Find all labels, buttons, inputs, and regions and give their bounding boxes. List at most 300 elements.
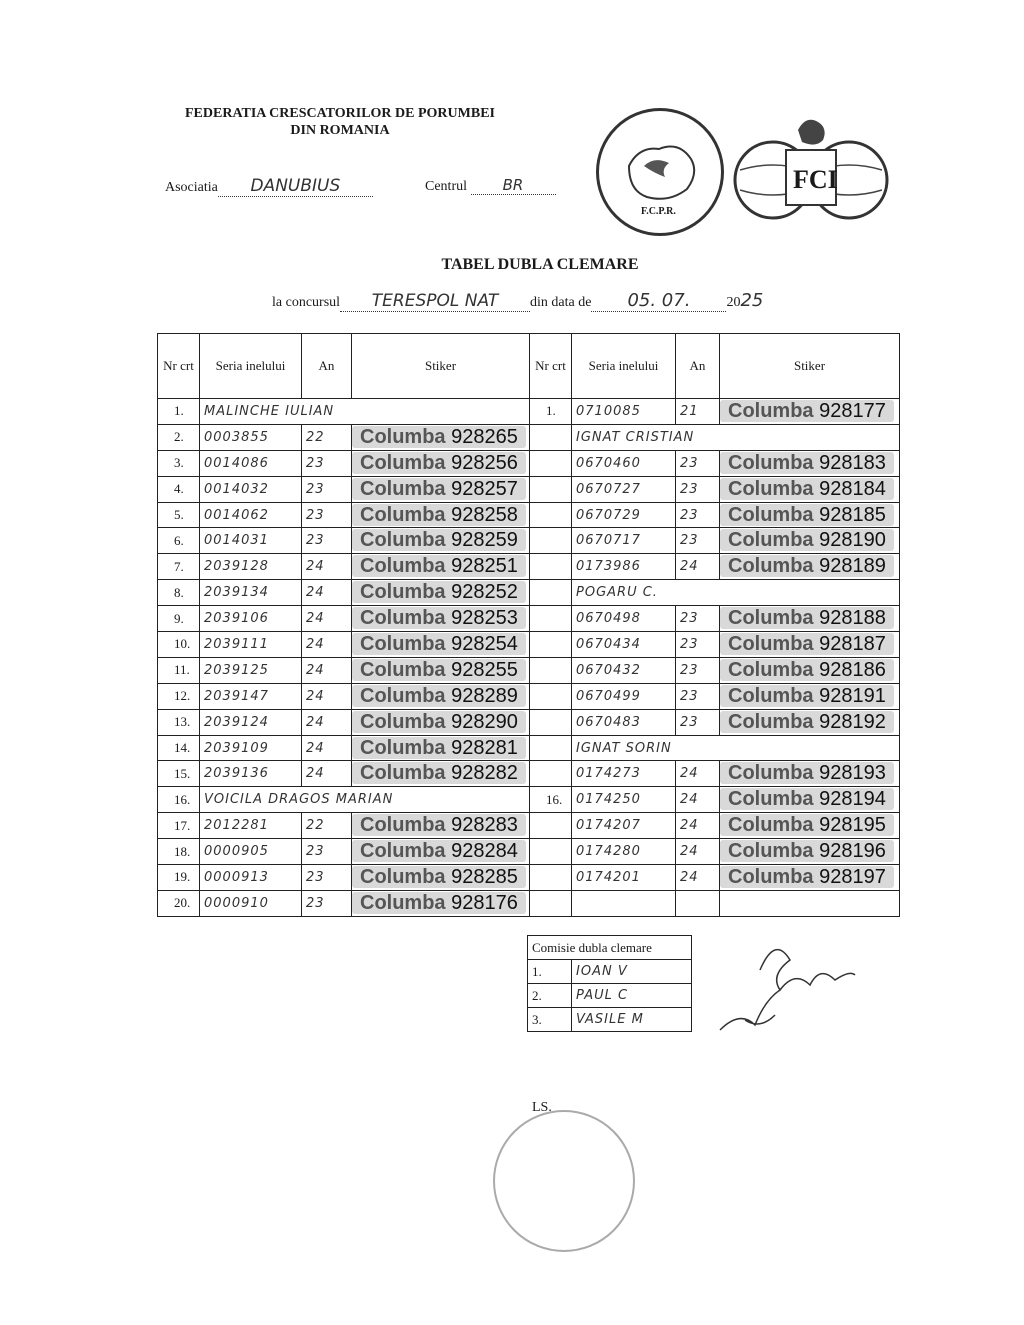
- sticker-brand: Columba: [360, 555, 446, 578]
- sticker-cell: [720, 554, 900, 580]
- sticker-cell: [352, 450, 530, 476]
- sticker-number: 928254: [451, 633, 518, 656]
- table-row: [158, 761, 900, 787]
- row-nr: 16.: [158, 787, 200, 813]
- row-nr: 8.: [158, 580, 200, 606]
- sticker-label: [352, 711, 526, 733]
- row-nr: [530, 813, 572, 839]
- row-nr: 20.: [158, 890, 200, 916]
- sticker-number: 928192: [819, 710, 886, 733]
- sticker-label: [352, 685, 526, 707]
- col-stiker-left: Stiker: [352, 334, 530, 399]
- ring-year: 24: [676, 865, 720, 891]
- sticker-cell: [352, 839, 530, 865]
- sticker-brand: Columba: [728, 633, 814, 656]
- commission-name: IOAN V: [572, 960, 692, 984]
- sticker-brand: Columba: [360, 658, 446, 681]
- col-seria-right: Seria inelului: [572, 334, 676, 399]
- sticker-cell: [720, 839, 900, 865]
- sticker-label: [720, 814, 894, 836]
- sticker-brand: Columba: [360, 425, 446, 448]
- row-nr: [530, 554, 572, 580]
- sticker-label: [352, 529, 526, 551]
- ring-year: 24: [676, 787, 720, 813]
- ring-year: 23: [676, 709, 720, 735]
- sticker-label: [720, 762, 894, 784]
- ring-series: 2039147: [200, 683, 302, 709]
- commission-name: VASILE M: [572, 1008, 692, 1032]
- table-row: [158, 476, 900, 502]
- row-nr: [530, 632, 572, 658]
- ring-series: 0014086: [200, 450, 302, 476]
- sticker-label: [352, 633, 526, 655]
- ring-series: 0670460: [572, 450, 676, 476]
- row-nr: 13.: [158, 709, 200, 735]
- ring-year: 22: [302, 424, 352, 450]
- row-nr: [530, 476, 572, 502]
- commission-name: PAUL C: [572, 984, 692, 1008]
- ring-year: 24: [302, 761, 352, 787]
- sticker-number: 928195: [819, 814, 886, 837]
- sticker-brand: Columba: [360, 503, 446, 526]
- ring-year: 23: [676, 476, 720, 502]
- row-nr: 10.: [158, 632, 200, 658]
- table-row: [158, 865, 900, 891]
- sticker-cell: [352, 657, 530, 683]
- table-row: [158, 528, 900, 554]
- ring-year: 23: [302, 528, 352, 554]
- sticker-number: 928191: [819, 684, 886, 707]
- sticker-number: 928282: [451, 762, 518, 785]
- sticker-label: [352, 737, 526, 759]
- sticker-cell: [352, 554, 530, 580]
- sticker-brand: Columba: [360, 529, 446, 552]
- sticker-brand: Columba: [728, 477, 814, 500]
- ring-series: 2039134: [200, 580, 302, 606]
- row-nr: [530, 528, 572, 554]
- fci-logo: [728, 110, 894, 220]
- table-title: TABEL DUBLA CLEMARE: [441, 256, 639, 273]
- row-nr: 17.: [158, 813, 200, 839]
- row-nr: [530, 890, 572, 916]
- sticker-cell: [720, 476, 900, 502]
- row-nr: [530, 865, 572, 891]
- ring-year: 24: [676, 761, 720, 787]
- ring-series: 0000910: [200, 890, 302, 916]
- owner-name: VOICILA DRAGOS MARIAN: [200, 787, 530, 813]
- sticker-label: [352, 814, 526, 836]
- ring-year: 23: [302, 476, 352, 502]
- sticker-cell: [352, 528, 530, 554]
- ring-series: 0174273: [572, 761, 676, 787]
- ring-series: 0670432: [572, 657, 676, 683]
- sticker-number: 928255: [451, 658, 518, 681]
- sticker-cell: [352, 683, 530, 709]
- sticker-brand: Columba: [360, 840, 446, 863]
- row-nr: 9.: [158, 606, 200, 632]
- sticker-label: [720, 866, 894, 888]
- sticker-number: 928284: [451, 840, 518, 863]
- sticker-number: 928290: [451, 710, 518, 733]
- col-stiker-right: Stiker: [720, 334, 900, 399]
- ring-series: 0014062: [200, 502, 302, 528]
- sticker-brand: Columba: [728, 555, 814, 578]
- ring-series: 0670499: [572, 683, 676, 709]
- row-nr: 14.: [158, 735, 200, 761]
- sticker-number: 928186: [819, 658, 886, 681]
- asociatia-value: DANUBIUS: [218, 176, 373, 197]
- table-row: [158, 787, 900, 813]
- sticker-label: [352, 555, 526, 577]
- ring-year: 23: [676, 683, 720, 709]
- row-nr: 18.: [158, 839, 200, 865]
- ring-year: 23: [302, 502, 352, 528]
- sticker-number: 928251: [451, 555, 518, 578]
- sticker-cell: [352, 606, 530, 632]
- sticker-brand: Columba: [360, 710, 446, 733]
- commission-nr: 1.: [528, 960, 572, 984]
- row-nr: 2.: [158, 424, 200, 450]
- owner-name: IGNAT CRISTIAN: [572, 424, 900, 450]
- sticker-brand: Columba: [360, 866, 446, 889]
- asociatia-row: [165, 176, 373, 197]
- federation-title: [150, 105, 530, 139]
- row-nr: [530, 761, 572, 787]
- commission-row: [528, 960, 692, 984]
- owner-name: MALINCHE IULIAN: [200, 399, 530, 425]
- sticker-cell: [720, 399, 900, 425]
- col-nr-right: Nr crt: [530, 334, 572, 399]
- commission-table: [527, 935, 692, 1032]
- ring-series: 0174280: [572, 839, 676, 865]
- sticker-label: [352, 892, 526, 914]
- row-nr: [530, 450, 572, 476]
- sticker-number: 928283: [451, 814, 518, 837]
- sticker-label: [720, 607, 894, 629]
- ring-series: 0174250: [572, 787, 676, 813]
- row-nr: 7.: [158, 554, 200, 580]
- row-nr: 11.: [158, 657, 200, 683]
- ring-year: 24: [302, 735, 352, 761]
- sticker-number: 928258: [451, 503, 518, 526]
- ring-year: 23: [676, 606, 720, 632]
- sticker-cell: [352, 424, 530, 450]
- row-nr: [530, 735, 572, 761]
- ring-series: 2039109: [200, 735, 302, 761]
- commission-title: Comisie dubla clemare: [528, 936, 692, 960]
- sticker-brand: Columba: [728, 607, 814, 630]
- table-row: [158, 606, 900, 632]
- table-row: [158, 399, 900, 425]
- sticker-number: 928281: [451, 736, 518, 759]
- sticker-label: [720, 452, 894, 474]
- date-value: 05. 07.: [591, 290, 726, 312]
- table-row: [158, 502, 900, 528]
- ring-year: 23: [676, 450, 720, 476]
- sticker-brand: Columba: [728, 814, 814, 837]
- contest-label: la concursul: [272, 295, 341, 310]
- row-nr: 1.: [158, 399, 200, 425]
- row-nr: 4.: [158, 476, 200, 502]
- sticker-number: 928256: [451, 451, 518, 474]
- col-nr-left: Nr crt: [158, 334, 200, 399]
- sticker-brand: Columba: [728, 451, 814, 474]
- row-nr: [530, 683, 572, 709]
- sticker-label: [720, 685, 894, 707]
- ring-year: [676, 890, 720, 916]
- sticker-cell: [720, 657, 900, 683]
- ring-series: 0670498: [572, 606, 676, 632]
- commission-nr: 3.: [528, 1008, 572, 1032]
- sticker-brand: Columba: [728, 840, 814, 863]
- sticker-number: 928177: [819, 400, 886, 422]
- ring-series: 0003855: [200, 424, 302, 450]
- table-row: [158, 709, 900, 735]
- sticker-label: [352, 478, 526, 500]
- sticker-label: [720, 555, 894, 577]
- sticker-label: [720, 504, 894, 526]
- sticker-number: 928259: [451, 529, 518, 552]
- sticker-brand: Columba: [360, 633, 446, 656]
- sticker-number: 928188: [819, 607, 886, 630]
- sticker-number: 928285: [451, 866, 518, 889]
- ring-year: 23: [302, 450, 352, 476]
- sticker-number: 928193: [819, 762, 886, 785]
- ring-year: 23: [302, 890, 352, 916]
- table-row: [158, 839, 900, 865]
- ring-series: 0014031: [200, 528, 302, 554]
- sticker-cell: [352, 761, 530, 787]
- ring-year: 23: [676, 528, 720, 554]
- sticker-cell: [352, 580, 530, 606]
- sticker-brand: Columba: [360, 814, 446, 837]
- sticker-cell: [352, 709, 530, 735]
- sticker-brand: Columba: [728, 684, 814, 707]
- sticker-brand: Columba: [728, 503, 814, 526]
- col-seria-left: Seria inelului: [200, 334, 302, 399]
- table-row: [158, 657, 900, 683]
- contest-row: [272, 290, 763, 312]
- ring-series: 2039124: [200, 709, 302, 735]
- ring-year: 24: [676, 813, 720, 839]
- sticker-brand: Columba: [360, 581, 446, 604]
- ring-series: 0173986: [572, 554, 676, 580]
- sticker-number: 928185: [819, 503, 886, 526]
- sticker-label: [720, 529, 894, 551]
- sticker-label: [352, 452, 526, 474]
- sticker-cell: [720, 632, 900, 658]
- ring-series: 2039106: [200, 606, 302, 632]
- col-an-right: An: [676, 334, 720, 399]
- table-row: [158, 554, 900, 580]
- sticker-cell: [720, 813, 900, 839]
- ring-year: 24: [302, 657, 352, 683]
- sticker-label: [352, 426, 526, 448]
- table-row: [158, 450, 900, 476]
- sticker-brand: Columba: [360, 762, 446, 785]
- ring-series: 2039111: [200, 632, 302, 658]
- commission-row: [528, 984, 692, 1008]
- ring-year: 24: [302, 683, 352, 709]
- sticker-cell: [720, 606, 900, 632]
- row-nr: [530, 580, 572, 606]
- sticker-label: [352, 504, 526, 526]
- ring-series: 0670434: [572, 632, 676, 658]
- sticker-cell: [720, 865, 900, 891]
- sticker-number: 928187: [819, 633, 886, 656]
- ring-series: 0014032: [200, 476, 302, 502]
- row-nr: 16.: [530, 787, 572, 813]
- sticker-cell: [352, 735, 530, 761]
- table-row: [158, 683, 900, 709]
- ring-series: 0670483: [572, 709, 676, 735]
- centrul-value: BR: [471, 176, 556, 195]
- ring-series: 0670729: [572, 502, 676, 528]
- ring-series: 0174201: [572, 865, 676, 891]
- owner-name: POGARU C.: [572, 580, 900, 606]
- ring-series: 0000913: [200, 865, 302, 891]
- sticker-cell: [720, 787, 900, 813]
- row-nr: 5.: [158, 502, 200, 528]
- sticker-cell: [352, 813, 530, 839]
- sticker-cell: [352, 890, 530, 916]
- sticker-label: [352, 607, 526, 629]
- sticker-brand: Columba: [728, 762, 814, 785]
- ring-series: 0710085: [572, 399, 676, 425]
- sticker-cell: [720, 502, 900, 528]
- sticker-number: 928252: [451, 581, 518, 604]
- fcpr-abbr: F.C.P.R.: [641, 206, 676, 217]
- sticker-cell: [720, 709, 900, 735]
- row-nr: [530, 709, 572, 735]
- table-row: [158, 632, 900, 658]
- ring-year: 24: [302, 709, 352, 735]
- year-prefix: 20: [726, 295, 741, 310]
- ring-year: 24: [676, 554, 720, 580]
- sticker-number: 928194: [819, 788, 886, 811]
- row-nr: [530, 424, 572, 450]
- ring-series: 2012281: [200, 813, 302, 839]
- federation-title-line1: FEDERATIA CRESCATORILOR DE PORUMBEI: [185, 106, 495, 121]
- ring-series: [572, 890, 676, 916]
- sticker-cell: [352, 502, 530, 528]
- sticker-label: [720, 400, 894, 422]
- sticker-label: [352, 659, 526, 681]
- row-nr: [530, 606, 572, 632]
- double-clock-table: [157, 333, 900, 917]
- signature-icon: [700, 930, 860, 1040]
- sticker-brand: Columba: [360, 451, 446, 474]
- sticker-brand: Columba: [360, 891, 446, 914]
- row-nr: 3.: [158, 450, 200, 476]
- sticker-label: [720, 659, 894, 681]
- ring-series: 0670717: [572, 528, 676, 554]
- sticker-label: [720, 633, 894, 655]
- sticker-brand: Columba: [728, 400, 814, 422]
- sticker-brand: Columba: [360, 607, 446, 630]
- ring-year: 23: [302, 839, 352, 865]
- commission-row: [528, 1008, 692, 1032]
- row-nr: 15.: [158, 761, 200, 787]
- sticker-number: 928190: [819, 529, 886, 552]
- ring-series: 2039136: [200, 761, 302, 787]
- row-nr: 6.: [158, 528, 200, 554]
- federation-title-line2: DIN ROMANIA: [290, 123, 390, 138]
- sticker-cell: [352, 632, 530, 658]
- ring-series: 0670727: [572, 476, 676, 502]
- contest-value: TERESPOL NAT: [340, 291, 530, 312]
- sticker-brand: Columba: [360, 736, 446, 759]
- sticker-label: [720, 840, 894, 862]
- table-header-row: [158, 334, 900, 399]
- sticker-cell: [720, 450, 900, 476]
- sticker-number: 928176: [451, 891, 518, 914]
- sticker-brand: Columba: [360, 684, 446, 707]
- table-row: [158, 735, 900, 761]
- sticker-brand: Columba: [728, 658, 814, 681]
- ring-year: 24: [302, 606, 352, 632]
- col-an-left: An: [302, 334, 352, 399]
- row-nr: [530, 502, 572, 528]
- ring-year: 23: [676, 657, 720, 683]
- sticker-label: [720, 478, 894, 500]
- commission-nr: 2.: [528, 984, 572, 1008]
- sticker-cell: [720, 761, 900, 787]
- sticker-label: [720, 711, 894, 733]
- sticker-brand: Columba: [728, 788, 814, 811]
- fci-text: FCI: [793, 165, 838, 194]
- ring-series: 0000905: [200, 839, 302, 865]
- row-nr: [530, 657, 572, 683]
- ring-year: 24: [302, 554, 352, 580]
- ring-year: 24: [676, 839, 720, 865]
- sticker-label: [352, 762, 526, 784]
- date-label: din data de: [530, 295, 592, 310]
- ring-series: 0174207: [572, 813, 676, 839]
- row-nr: 1.: [530, 399, 572, 425]
- sticker-number: 928183: [819, 451, 886, 474]
- sticker-number: 928265: [451, 425, 518, 448]
- ring-year: 23: [302, 865, 352, 891]
- ring-series: 2039125: [200, 657, 302, 683]
- sticker-brand: Columba: [360, 477, 446, 500]
- ring-year: 24: [302, 632, 352, 658]
- asociatia-label: Asociatia: [165, 180, 218, 195]
- table-row: [158, 813, 900, 839]
- sticker-label: [720, 788, 894, 810]
- sticker-label: [352, 866, 526, 888]
- ring-year: 23: [676, 502, 720, 528]
- ring-year: 24: [302, 580, 352, 606]
- table-row: [158, 580, 900, 606]
- sticker-cell: [720, 890, 900, 916]
- table-row: [158, 890, 900, 916]
- sticker-number: 928257: [451, 477, 518, 500]
- sticker-cell: [352, 865, 530, 891]
- round-stamp: [493, 1110, 635, 1252]
- sticker-cell: [352, 476, 530, 502]
- sticker-brand: Columba: [728, 710, 814, 733]
- sticker-number: 928189: [819, 555, 886, 578]
- sticker-cell: [720, 528, 900, 554]
- year-value: 25: [740, 290, 764, 311]
- ring-year: 23: [676, 632, 720, 658]
- ring-year: 22: [302, 813, 352, 839]
- sticker-number: 928184: [819, 477, 886, 500]
- table-row: [158, 424, 900, 450]
- ls-label: LS.: [532, 1100, 552, 1115]
- owner-name: IGNAT SORIN: [572, 735, 900, 761]
